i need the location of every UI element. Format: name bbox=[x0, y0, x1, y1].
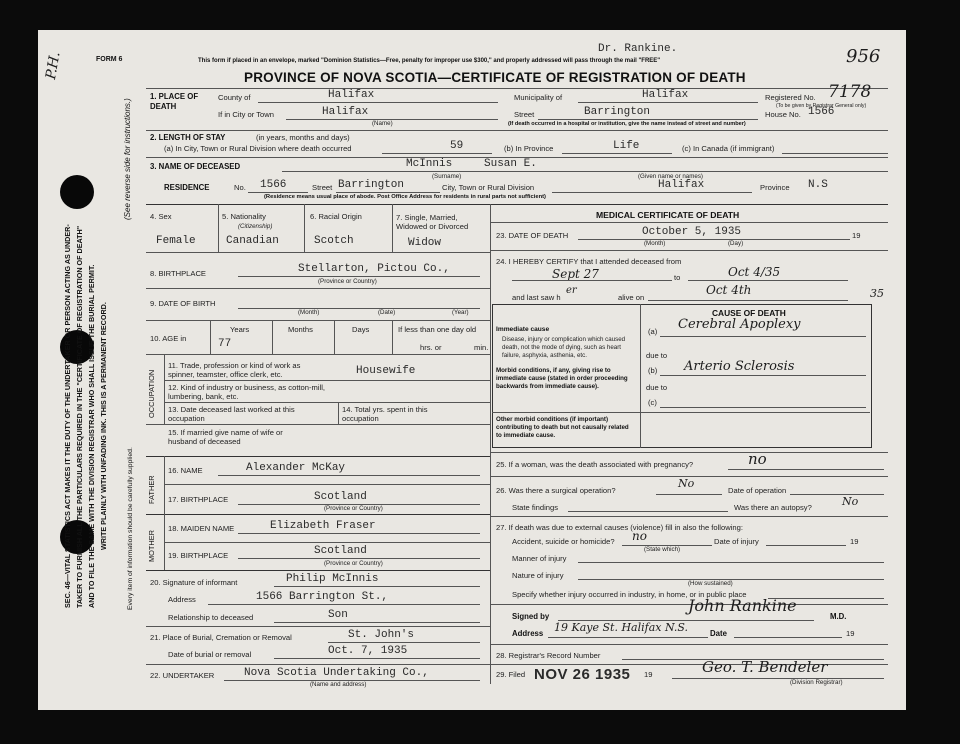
cause-a-label: (a) bbox=[648, 327, 658, 336]
stay-canada-label: (c) In Canada (if immigrant) bbox=[682, 144, 775, 153]
autopsy-label: Was there an autopsy? bbox=[734, 503, 812, 512]
mother-birthplace-label: 19. BIRTHPLACE bbox=[168, 551, 229, 560]
burial-date-label: Date of burial or removal bbox=[168, 650, 252, 659]
father-birthplace-label: 17. BIRTHPLACE bbox=[168, 495, 229, 504]
operation-date-label: Date of operation bbox=[728, 486, 787, 495]
age-years-label: Years bbox=[230, 325, 250, 334]
form-number: FORM 6 bbox=[96, 56, 123, 63]
sex-value: Female bbox=[156, 235, 196, 247]
specify-injury-label: Specify whether injury occurred in industry, in home, or in public place bbox=[512, 590, 747, 599]
informant-signature-value: Philip McInnis bbox=[286, 573, 379, 585]
racial-origin-label: 6. Racial Origin bbox=[310, 212, 362, 221]
certify-label: 24. I HEREBY CERTIFY that I attended deceased from bbox=[496, 257, 682, 266]
mother-birthplace-note: (Province or Country) bbox=[324, 560, 383, 567]
md-label: M.D. bbox=[830, 612, 847, 621]
medical-certificate-title: MEDICAL CERTIFICATE OF DEATH bbox=[596, 210, 740, 220]
stay-city-value: 59 bbox=[450, 140, 464, 152]
registrar-signature: Geo. T. Bendeler bbox=[702, 658, 828, 676]
external-causes-label: 27. If death was due to external causes (violence) fill in also the following: bbox=[496, 523, 743, 532]
attended-from: Sept 27 bbox=[552, 267, 599, 281]
physician-date-label: Date bbox=[710, 629, 727, 638]
immediate-cause-desc: Disease, injury or complication which caused death, not the mode of dying, such as heart failure, asphyxia, asthenia, etc. bbox=[502, 336, 626, 359]
cause-a-value: Cerebral Apoplexy bbox=[678, 317, 801, 332]
last-saw-pronoun: er bbox=[566, 285, 577, 296]
manner-injury-label: Manner of injury bbox=[512, 554, 567, 563]
marital-status-label: 7. Single, Married, Widowed or Divorced bbox=[396, 213, 469, 232]
physician-address-value: 19 Kaye St. Halifax N.S. bbox=[554, 621, 689, 634]
filed-label: 29. Filed bbox=[496, 670, 526, 679]
age-days-label: Days bbox=[352, 325, 370, 334]
residence-province-label: Province bbox=[760, 183, 790, 192]
length-of-stay-label: 2. LENGTH OF STAY bbox=[150, 133, 226, 142]
burial-place-label: 21. Place of Burial, Cremation or Removal bbox=[150, 633, 292, 642]
undertaker-note: (Name and address) bbox=[310, 681, 367, 688]
date-of-birth-label: 9. DATE OF BIRTH bbox=[150, 299, 216, 308]
nature-injury-label: Nature of injury bbox=[512, 571, 564, 580]
physician-address-label: Address bbox=[512, 629, 544, 638]
dob-month-note: (Month) bbox=[298, 309, 320, 316]
racial-origin-value: Scotch bbox=[314, 235, 354, 247]
other-morbid-label: Other morbid conditions (if important) contributing to death but not causally related to immediate cause. bbox=[496, 416, 629, 440]
trade-label: 11. Trade, profession or kind of work as spinner, teamster, office clerk, etc. bbox=[168, 361, 301, 380]
physician-date-year: 19 bbox=[846, 629, 855, 638]
informant-address-value: 1566 Barrington St., bbox=[256, 591, 389, 603]
spouse-name-label: 15. If married give name of wife or husband of deceased bbox=[168, 428, 283, 447]
birthplace-label: 8. BIRTHPLACE bbox=[150, 269, 206, 278]
pregnancy-value: no bbox=[748, 450, 767, 468]
stay-city-label: (a) In City, Town or Rural Division where death occurred bbox=[164, 144, 352, 153]
mail-notice: This form if placed in an envelope, marked "Dominion Statistics—Free, penalty for improper use $300," and properly addressed will pass through the mail "FREE" bbox=[198, 58, 661, 64]
filed-date-stamp: NOV 26 1935 bbox=[534, 666, 631, 683]
cause-b-value: Arterio Sclerosis bbox=[684, 359, 795, 374]
father-side-label: FATHER bbox=[147, 475, 156, 504]
relationship-value: Son bbox=[328, 609, 348, 621]
record-number-label: 28. Registrar's Record Number bbox=[496, 651, 601, 660]
father-name-label: 16. NAME bbox=[168, 466, 203, 475]
burial-date-value: Oct. 7, 1935 bbox=[328, 645, 408, 657]
doctor-name: Dr. Rankine. bbox=[598, 43, 678, 55]
informant-address-label: Address bbox=[168, 595, 196, 604]
undertaker-label: 22. UNDERTAKER bbox=[150, 671, 215, 680]
residence-street: Barrington bbox=[338, 179, 405, 191]
city-name-note: (Name) bbox=[372, 120, 393, 127]
dob-year-note: (Year) bbox=[452, 309, 469, 316]
informant-signature-label: 20. Signature of informant bbox=[150, 578, 238, 587]
dod-year-prefix: 19 bbox=[852, 231, 861, 240]
autopsy-value: No bbox=[842, 495, 859, 508]
burial-place-value: St. John's bbox=[348, 629, 415, 641]
county-label: County of bbox=[218, 93, 251, 102]
attended-to-label: to bbox=[674, 273, 681, 282]
age-years-value: 77 bbox=[218, 338, 232, 350]
father-birthplace-value: Scotland bbox=[314, 491, 367, 503]
relationship-label: Relationship to deceased bbox=[168, 613, 254, 622]
place-of-death-label: 1. PLACE OF DEATH bbox=[150, 92, 199, 112]
stay-province-label: (b) In Province bbox=[504, 144, 554, 153]
age-months-label: Months bbox=[288, 325, 313, 334]
margin-initials: P.H. bbox=[43, 50, 64, 81]
residence-label: RESIDENCE bbox=[164, 183, 210, 192]
division-registrar-note: (Division Registrar) bbox=[790, 679, 843, 686]
margin-reverse-note: (See reverse side for instructions.) bbox=[123, 98, 132, 220]
registrar-note: (To be given by Registrar General only) bbox=[776, 103, 867, 109]
dod-month-note: (Month) bbox=[644, 240, 666, 247]
cause-b-label: (b) bbox=[648, 366, 658, 375]
state-which-note: (State which) bbox=[644, 546, 681, 553]
dod-day-note: (Day) bbox=[728, 240, 744, 247]
residence-city: Halifax bbox=[658, 179, 705, 191]
mother-birthplace-value: Scotland bbox=[314, 545, 367, 557]
margin-statute-line3: AND TO FILE THE SAME WITH THE DIVISION REGISTRAR WHO SHALL ISSUE THE BURIAL PERMIT. bbox=[87, 264, 96, 608]
injury-date-label: Date of injury bbox=[714, 537, 759, 546]
signed-by-label: Signed by bbox=[512, 612, 550, 621]
residence-street-label: Street bbox=[312, 183, 333, 192]
minutes-label: min. bbox=[474, 343, 489, 352]
nationality-value: Canadian bbox=[226, 235, 279, 247]
nationality-label: 5. Nationality bbox=[222, 212, 266, 221]
city-label: If in City or Town bbox=[218, 110, 274, 119]
street-value: Barrington bbox=[584, 106, 651, 118]
father-birthplace-note: (Province or Country) bbox=[324, 505, 383, 512]
city-value: Halifax bbox=[322, 106, 369, 118]
county-value: Halifax bbox=[328, 89, 375, 101]
morbid-conditions-label: Morbid conditions, if any, giving rise to immediate cause (stated in order proceeding backwards from immediate cause). bbox=[496, 367, 628, 391]
residence-province: N.S bbox=[808, 179, 828, 191]
alive-year: 35 bbox=[870, 287, 884, 300]
due-to-label-1: due to bbox=[646, 351, 668, 360]
street-label: Street bbox=[514, 110, 535, 119]
surgical-operation-value: No bbox=[678, 477, 695, 490]
date-of-death-value: October 5, 1935 bbox=[642, 226, 742, 238]
alive-on-value: Oct 4th bbox=[706, 283, 752, 297]
last-saw-label: and last saw h bbox=[512, 293, 561, 302]
hours-label: hrs. or bbox=[420, 343, 442, 352]
municipality-label: Municipality of bbox=[514, 93, 563, 102]
how-sustained-note: (How sustained) bbox=[688, 580, 733, 587]
cause-c-label: (c) bbox=[648, 398, 657, 407]
less-than-day-label: If less than one day old bbox=[398, 325, 477, 334]
sex-label: 4. Sex bbox=[150, 212, 172, 221]
occupation-side-label: OCCUPATION bbox=[147, 369, 156, 418]
marital-status-value: Widow bbox=[408, 237, 442, 249]
residence-note: (Residence means usual place of abode. Post Office Address for residents in rural parts not sufficient) bbox=[264, 194, 546, 200]
residence-city-label: City, Town or Rural Division bbox=[442, 183, 535, 192]
physician-signature: John Rankine bbox=[688, 596, 797, 615]
mother-maiden-value: Elizabeth Fraser bbox=[270, 520, 376, 532]
father-name-value: Alexander McKay bbox=[246, 462, 346, 474]
surname-note: (Surname) bbox=[432, 173, 462, 180]
hospital-note: (If death occurred in a hospital or institution, give the name instead of street and number) bbox=[508, 121, 746, 127]
file-number: 956 bbox=[846, 46, 881, 67]
mother-maiden-label: 18. MAIDEN NAME bbox=[168, 524, 235, 533]
date-of-death-label: 23. DATE OF DEATH bbox=[496, 231, 569, 240]
last-worked-label: 13. Date deceased last worked at this occupation bbox=[168, 405, 295, 424]
age-label: 10. AGE in bbox=[150, 334, 187, 343]
registered-no-value: 7178 bbox=[828, 82, 872, 102]
margin-statute-line2: TAKER TO FURNISH ALL THE PARTICULARS REQUIRED IN THE "CERTIFICATE OF REGISTRATION OF DEATH" bbox=[75, 225, 84, 608]
due-to-label-2: due to bbox=[646, 383, 668, 392]
margin-statute-line4: WRITE PLAINLY WITH UNFADING INK. THIS IS A PERMANENT RECORD. bbox=[99, 302, 108, 550]
accident-value: no bbox=[632, 529, 647, 543]
residence-no: 1566 bbox=[260, 179, 287, 191]
surgical-operation-label: 26. Was there a surgical operation? bbox=[496, 486, 616, 495]
registered-no-label: Registered No. bbox=[765, 93, 816, 102]
given-name-note: (Given name or names) bbox=[638, 173, 703, 180]
accident-label: Accident, suicide or homicide? bbox=[512, 537, 615, 546]
margin-statute-line1: SEC. 46—VITAL STATISTICS ACT MAKES IT THE DUTY OF THE UNDERTAKER OR PERSON ACTING AS UNDER- bbox=[63, 224, 72, 608]
pregnancy-label: 25. If a woman, was the death associated with pregnancy? bbox=[496, 460, 694, 469]
margin-careful-note: Every item of information should be carefully supplied. bbox=[127, 447, 134, 610]
residence-no-label: No. bbox=[234, 183, 246, 192]
house-no-label: House No. bbox=[765, 110, 801, 119]
trade-value: Housewife bbox=[356, 365, 416, 377]
mother-side-label: MOTHER bbox=[147, 529, 156, 562]
death-certificate bbox=[38, 30, 906, 710]
injury-year-prefix: 19 bbox=[850, 537, 859, 546]
state-findings-label: State findings bbox=[512, 503, 559, 512]
deceased-surname: McInnis bbox=[406, 158, 453, 170]
filed-year-prefix: 19 bbox=[644, 670, 653, 679]
dob-day-note: (Date) bbox=[378, 309, 396, 316]
name-of-deceased-label: 3. NAME OF DECEASED bbox=[150, 162, 241, 171]
cause-of-death-title: CAUSE OF DEATH bbox=[712, 308, 786, 318]
house-no-value: 1566 bbox=[808, 106, 835, 118]
nationality-note: (Citizenship) bbox=[238, 223, 273, 230]
punch-hole-top bbox=[60, 175, 94, 209]
alive-on-label: alive on bbox=[618, 293, 645, 302]
certificate-title: PROVINCE OF NOVA SCOTIA—CERTIFICATE OF REGISTRATION OF DEATH bbox=[244, 70, 746, 85]
industry-label: 12. Kind of industry or business, as cotton-mill, lumbering, bank, etc. bbox=[168, 383, 326, 402]
birthplace-value: Stellarton, Pictou Co., bbox=[298, 263, 450, 275]
length-of-stay-note: (in years, months and days) bbox=[256, 133, 350, 142]
undertaker-value: Nova Scotia Undertaking Co., bbox=[244, 667, 429, 679]
stay-province-value: Life bbox=[613, 140, 640, 152]
total-years-label: 14. Total yrs. spent in this occupation bbox=[342, 405, 428, 424]
birthplace-note: (Province or Country) bbox=[318, 278, 377, 285]
attended-to: Oct 4/35 bbox=[728, 265, 781, 279]
deceased-given-name: Susan E. bbox=[484, 158, 537, 170]
municipality-value: Halifax bbox=[642, 89, 689, 101]
immediate-cause-label: Immediate cause bbox=[496, 326, 550, 333]
